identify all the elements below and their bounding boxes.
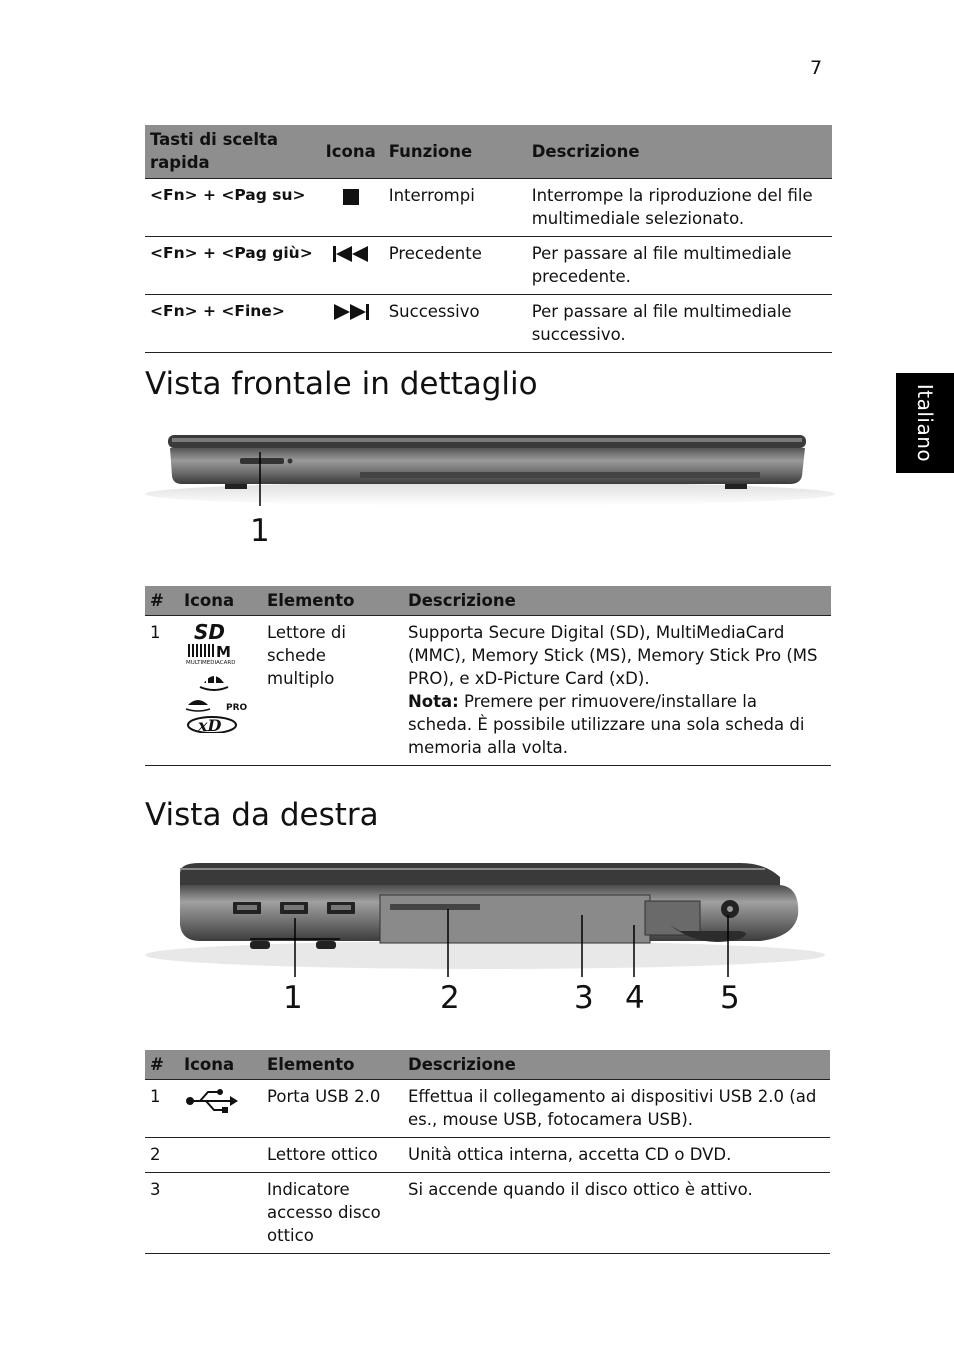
language-tab-label: Italiano: [913, 383, 937, 463]
table-row: [145, 294, 832, 352]
front-view-table: [145, 586, 831, 766]
next-icon: [332, 303, 370, 321]
num-cell: 2: [145, 1137, 179, 1172]
function-cell: Interrompi: [384, 178, 527, 236]
card-reader-icons: [184, 621, 254, 733]
table-row: [145, 615, 831, 765]
description-cell: Per passare al file multimediale successivo.: [527, 294, 832, 352]
note-body: Premere per rimuovere/installare la scheda. È possibile utilizzare una sola scheda di memoria alla volta.: [408, 691, 805, 757]
header-num: #: [145, 1050, 179, 1079]
description-cell: Si accende quando il disco ottico è attivo.: [403, 1172, 830, 1253]
note-label: Nota:: [408, 691, 459, 711]
description-cell: Unità ottica interna, accetta CD o DVD.: [403, 1137, 830, 1172]
svg-text:M: M: [216, 642, 231, 661]
right-callout-2: 2: [440, 980, 460, 1016]
note-text: [408, 690, 826, 759]
description-cell: Per passare al file multimediale precedente.: [527, 236, 832, 294]
hotkeys-table: [145, 125, 832, 353]
svg-text:PRO: PRO: [226, 702, 248, 713]
description-cell: Effettua il collegamento ai dispositivi USB 2.0 (ad es., mouse USB, fotocamera USB).: [403, 1079, 830, 1137]
description-text: Supporta Secure Digital (SD), MultiMediaCard (MMC), Memory Stick (MS), Memory Stick Pro (MS PRO), e xD-Picture Card (xD).: [408, 622, 818, 688]
description-cell: [403, 615, 831, 765]
front-view-illustration: [140, 428, 840, 513]
right-callout-4: 4: [625, 980, 645, 1016]
right-callout-1: 1: [283, 980, 303, 1016]
right-callout-3: 3: [574, 980, 594, 1016]
num-cell: 1: [145, 1079, 179, 1137]
element-cell: Porta USB 2.0: [262, 1079, 403, 1137]
language-tab: [896, 373, 954, 473]
svg-text:MULTIMEDIACARD: MULTIMEDIACARD: [186, 659, 236, 666]
num-cell: 3: [145, 1172, 179, 1253]
table-row: [145, 1079, 830, 1137]
usb-icon: [184, 1087, 240, 1115]
header-icon: Icona: [179, 1050, 262, 1079]
stop-icon: [341, 187, 361, 207]
hotkey-cell: <Fn> + <Fine>: [145, 294, 318, 352]
right-view-illustration: [140, 855, 830, 980]
header-description: Descrizione: [527, 125, 832, 178]
page-number: 7: [810, 57, 823, 79]
header-description: Descrizione: [403, 586, 831, 615]
right-callout-5: 5: [720, 980, 740, 1016]
previous-icon: [332, 245, 370, 263]
header-element: Elemento: [262, 1050, 403, 1079]
function-cell: Precedente: [384, 236, 527, 294]
hotkey-cell: <Fn> + <Pag su>: [145, 178, 318, 236]
description-cell: Interrompe la riproduzione del file multimediale selezionato.: [527, 178, 832, 236]
right-view-table: [145, 1050, 830, 1254]
table-row: [145, 178, 832, 236]
header-element: Elemento: [262, 586, 403, 615]
table-row: [145, 1172, 830, 1253]
function-cell: Successivo: [384, 294, 527, 352]
header-num: #: [145, 586, 179, 615]
num-cell: 1: [145, 615, 179, 765]
svg-text:SD: SD: [194, 620, 226, 644]
front-callout-1: 1: [250, 513, 270, 549]
header-icon: Icona: [318, 125, 384, 178]
header-icon: Icona: [179, 586, 262, 615]
header-function: Funzione: [384, 125, 527, 178]
table-row: [145, 1137, 830, 1172]
header-hotkey: Tasti di scelta rapida: [145, 125, 318, 178]
element-cell: Indicatore accesso disco ottico: [262, 1172, 403, 1253]
svg-text:xD: xD: [198, 715, 222, 733]
element-cell: Lettore ottico: [262, 1137, 403, 1172]
hotkey-cell: <Fn> + <Pag giù>: [145, 236, 318, 294]
front-view-title: Vista frontale in dettaglio: [145, 366, 538, 402]
table-row: [145, 236, 832, 294]
element-cell: Lettore di schede multiplo: [262, 615, 403, 765]
right-view-title: Vista da destra: [145, 797, 379, 833]
header-description: Descrizione: [403, 1050, 830, 1079]
